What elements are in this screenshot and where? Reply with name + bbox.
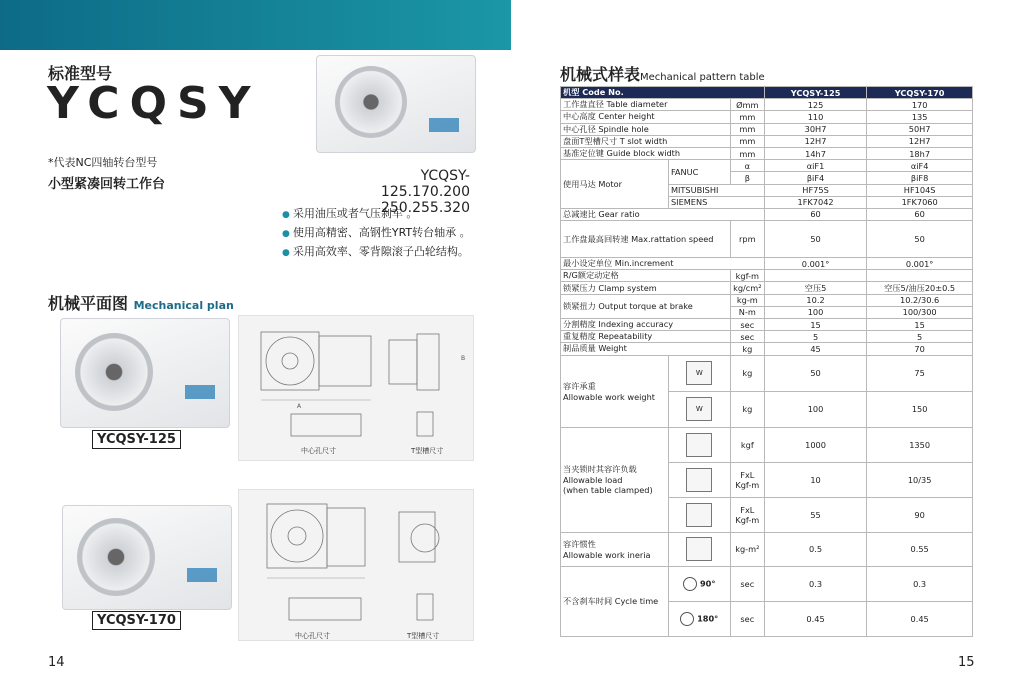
plan-title: 机械平面图 Mechanical plan: [48, 294, 234, 313]
table-row: 中心孔径 Spindle hole mm 30H7 50H7: [561, 123, 973, 135]
nc-note: *代表NC四轴转台型号: [48, 156, 158, 169]
table-header: 机型 Code No. YCQSY-125 YCQSY-170: [561, 87, 973, 99]
feature-item: ● 使用高精密、高钢性YRT转台轴承 。: [282, 224, 471, 243]
rotation-90-icon: [683, 577, 697, 591]
technical-drawing-170: [239, 490, 475, 642]
page-number-right: 15: [958, 655, 975, 670]
svg-text:T型槽尺寸: T型槽尺寸: [407, 632, 440, 640]
rotation-180-icon: [680, 612, 694, 626]
table-row: 容许承重 Allowable work weight W kg 50 75: [561, 355, 973, 391]
svg-text:中心孔尺寸: 中心孔尺寸: [295, 632, 330, 640]
table-row: 不含刹车时间 Cycle time 90° sec 0.3 0.3: [561, 566, 973, 601]
feature-item: ● 采用高效率、零背隙滚子凸轮结构。: [282, 243, 471, 262]
table-row: 盘面T型槽尺寸 T slot width mm 12H7 12H7: [561, 135, 973, 147]
product-image-170: [62, 505, 232, 610]
product-image-main: [316, 55, 476, 153]
table-row: 180° sec 0.45 0.45: [561, 601, 973, 636]
table-row: 容许惯性 Allowable work ineria kg-m² 0.5 0.55: [561, 532, 973, 566]
table-row: 使用马达 Motor FANUC α αiF1 αiF4: [561, 160, 973, 172]
inertia-icon: [686, 537, 712, 561]
spec-table: [560, 86, 973, 637]
side-load-icon: [686, 503, 712, 527]
table-row: 工作盘直径 Table diameter Ømm 125 170: [561, 99, 973, 111]
table-row: MITSUBISHI HF75S HF104S: [561, 184, 973, 196]
svg-text:中心孔尺寸: 中心孔尺寸: [301, 447, 336, 455]
technical-drawing-125: [239, 316, 475, 462]
table-row: SIEMENS 1FK7042 1FK7060: [561, 196, 973, 208]
model-label-170: YCQSY-170: [92, 611, 181, 630]
work-weight-vertical-icon: W: [686, 361, 712, 385]
feature-list: [282, 205, 471, 262]
model-title: YCQSY: [47, 78, 261, 129]
table-row: FxL Kgf-m 10 10/35: [561, 462, 973, 497]
header-bar: [0, 0, 511, 50]
model-series: YCQSY-125.170.200 250.255.320: [380, 168, 470, 216]
drawing-170: [238, 489, 474, 641]
table-row: 锁紧扭力 Output torque at brake kg-m 10.2 10.2/30.6: [561, 294, 973, 306]
table-row: N-m 100 100/300: [561, 306, 973, 318]
table-row: 分割精度 Indexing accuracy sec 15 15: [561, 319, 973, 331]
table-row: W kg 100 150: [561, 391, 973, 427]
table-row: 中心高度 Center height mm 110 135: [561, 111, 973, 123]
standard-model-label: 标准型号: [48, 64, 113, 83]
page-number-left: 14: [48, 655, 65, 670]
table-row: 总减速比 Gear ratio 60 60: [561, 208, 973, 220]
table-row: 最小设定单位 Min.increment 0.001° 0.001°: [561, 258, 973, 270]
axial-load-icon: [686, 433, 712, 457]
table-row: 工作盘最高回转速 Max.rattation speed rpm 50 50: [561, 221, 973, 258]
work-weight-horizontal-icon: W: [686, 397, 712, 421]
svg-text:T型槽尺寸: T型槽尺寸: [411, 447, 444, 455]
svg-text:A: A: [297, 403, 302, 410]
table-row: 制品质量 Weight kg 45 70: [561, 343, 973, 355]
table-row: 当夹锁时其容许负载 Allowable load (when table clamped) kgf 1000 1350: [561, 427, 973, 462]
svg-text:B: B: [461, 355, 466, 362]
table-row: R/G额定动定格 kgf-m: [561, 270, 973, 282]
table-row: 重复精度 Repeatability sec 5 5: [561, 331, 973, 343]
feature-item: ● 采用油压或者气压刹车 。: [282, 205, 471, 224]
product-subtitle: 小型紧凑回转工作台: [48, 177, 166, 192]
product-image-125: [60, 318, 230, 428]
moment-load-icon: [686, 468, 712, 492]
model-label-125: YCQSY-125: [92, 430, 181, 449]
table-row: β βiF4 βiF8: [561, 172, 973, 184]
drawing-125: [238, 315, 474, 461]
spec-title: 机械式样表Mechanical pattern table: [560, 65, 765, 84]
table-row: 基准定位键 Guide block width mm 14h7 18h7: [561, 147, 973, 159]
table-row: 锁紧压力 Clamp system kg/cm² 空压5 空压5/油压20±0.5: [561, 282, 973, 294]
table-row: FxL Kgf-m 55 90: [561, 497, 973, 532]
